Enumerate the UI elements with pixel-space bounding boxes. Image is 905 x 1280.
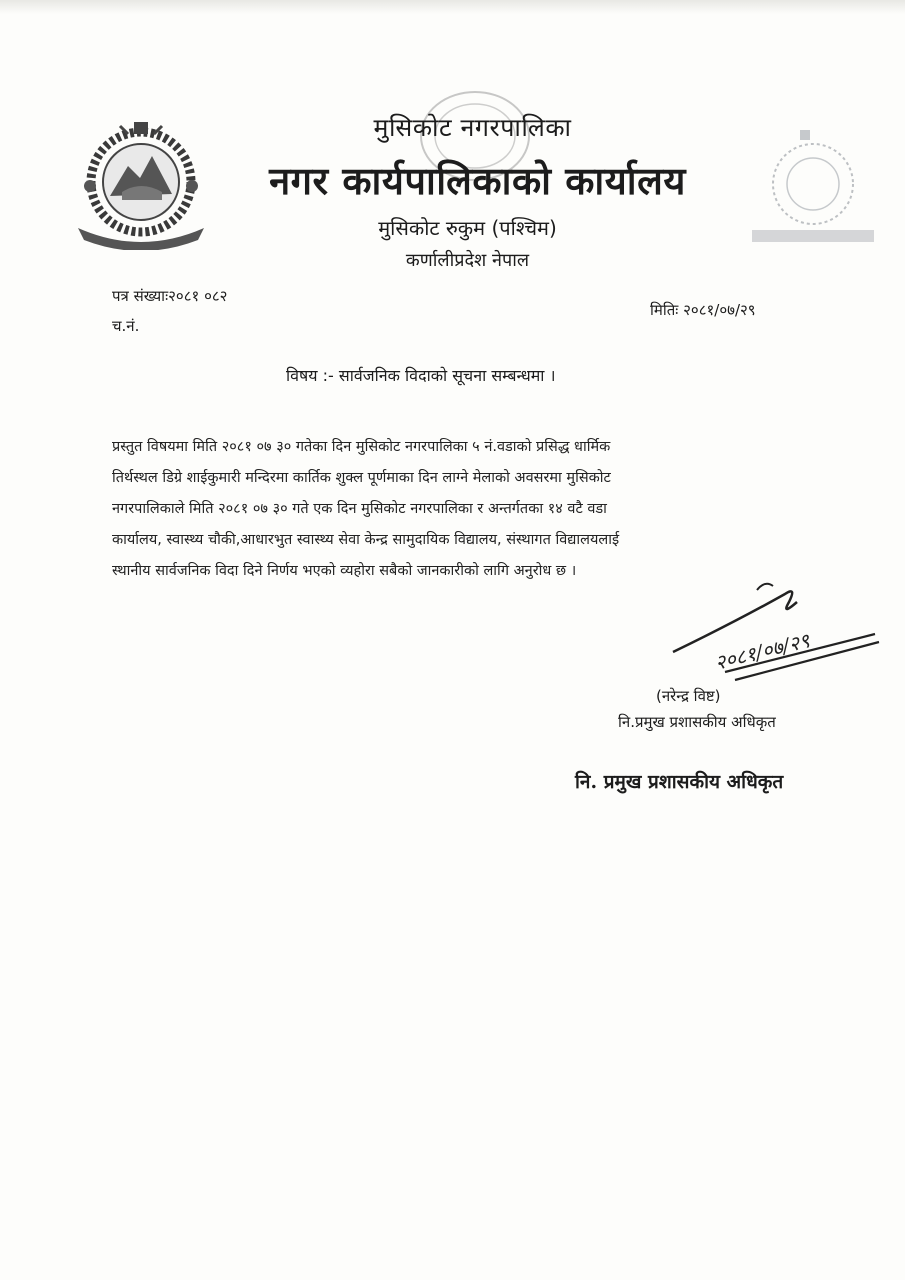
signatory-title: नि.प्रमुख प्रशासकीय अधिकृत (618, 713, 776, 731)
signatory-stamp-text: नि. प्रमुख प्रशासकीय अधिकृत (575, 771, 784, 793)
office-province: कर्णालीप्रदेश नेपाल (405, 250, 530, 271)
scan-edge (0, 0, 905, 14)
reference-number: पत्र संख्याः२०८१ ०८२ (112, 287, 228, 305)
body-line: प्रस्तुत विषयमा मिति २०८१ ०७ ३० गतेका दिन मुसिकोट नगरपालिका ५ नं.वडाको प्रसिद्ध धार्मिक (112, 439, 611, 455)
body-line: कार्यालय, स्वास्थ्य चौकी,आधारभुत स्वास्थ्य सेवा केन्द्र सामुदायिक विद्यालय, संस्थागत विद्यालयलाई (112, 532, 620, 548)
body-line: तिर्थस्थल डिग्रे शाईकुमारी मन्दिरमा कार्तिक शुक्ल पूर्णमाका दिन लाग्ने मेलाको अवसरमा मुसिकोट (112, 470, 611, 486)
office-location: मुसिकोट रुकुम (पश्चिम) (378, 216, 557, 240)
signature-icon (665, 572, 885, 692)
signatory-name: (नरेन्द्र विष्ट) (656, 687, 721, 705)
dispatch-number: च.नं. (112, 317, 140, 335)
signature-date: २०८१/०७/२९ (712, 628, 813, 675)
office-title: नगर कार्यपालिकाको कार्यालय (269, 159, 686, 203)
subject-line: विषय :- सार्वजनिक विदाको सूचना सम्बन्धमा । (286, 366, 556, 385)
letter-date: मितिः २०८१/०७/२९ (650, 301, 756, 319)
body-line: स्थानीय सार्वजनिक विदा दिने निर्णय भएको व्यहोरा सबैको जानकारीको लागि अनुरोध छ । (112, 563, 577, 579)
body-line: नगरपालिकाले मिति २०८१ ०७ ३० गते एक दिन मुसिकोट नगरपालिका र अन्तर्गतका १४ वटै वडा (112, 501, 607, 517)
municipality-name: मुसिकोट नगरपालिका (373, 113, 572, 142)
